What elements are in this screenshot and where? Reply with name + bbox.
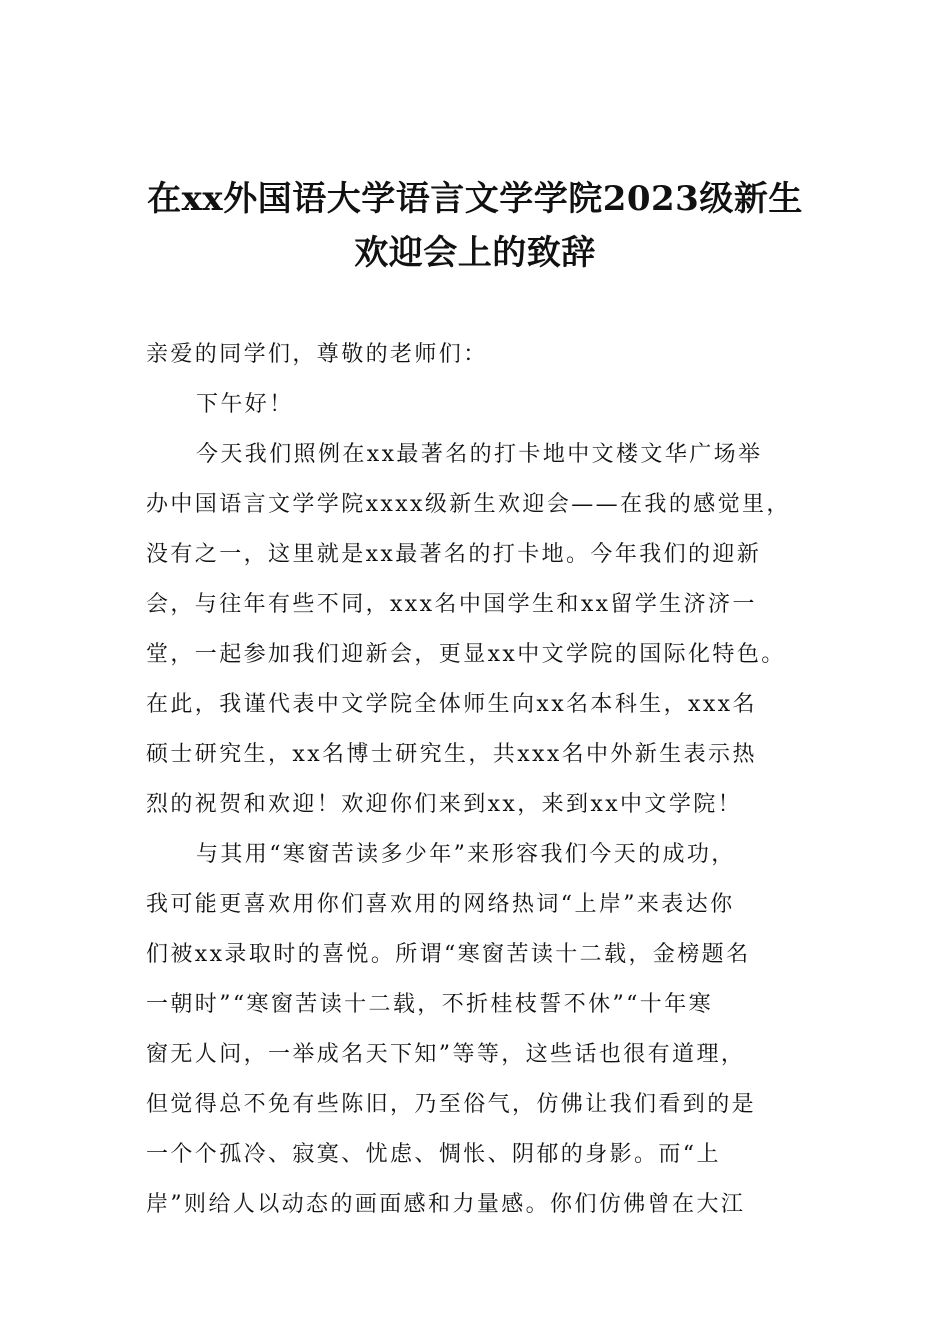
title-line-2: 欢迎会上的致辞: [354, 233, 596, 273]
body-line: 岸”则给人以动态的画面感和力量感。你们仿佛曾在大江: [146, 1192, 746, 1217]
body-line: 与其用“寒窗苦读多少年”来形容我们今天的成功，: [196, 842, 736, 867]
document-body: [146, 330, 806, 1230]
body-line: 亲爱的同学们，尊敬的老师们：: [146, 342, 488, 367]
body-line: 烈的祝贺和欢迎！欢迎你们来到xx，来到xx中文学院！: [146, 792, 743, 817]
body-line: 一个个孤冷、寂寞、忧虑、惆怅、阴郁的身影。而“上: [146, 1142, 721, 1167]
body-line: 堂，一起参加我们迎新会，更显xx中文学院的国际化特色。: [146, 642, 786, 667]
body-line: 下午好！: [196, 392, 294, 417]
body-line: 窗无人问，一举成名天下知”等等，这些话也很有道理，: [146, 1042, 746, 1067]
body-line: 办中国语言文学学院xxxx级新生欢迎会——在我的感觉里，: [146, 492, 791, 517]
body-line: 今天我们照例在xx最著名的打卡地中文楼文华广场举: [196, 442, 763, 467]
document-title: [120, 172, 830, 280]
title-line-1: 在xx外国语大学语言文学学院2023级新生: [147, 179, 803, 219]
body-line: 们被xx录取时的喜悦。所谓“寒窗苦读十二载，金榜题名: [146, 942, 751, 967]
body-line: 没有之一，这里就是xx最著名的打卡地。今年我们的迎新: [146, 542, 762, 567]
body-line: 硕士研究生，xx名博士研究生，共xxx名中外新生表示热: [146, 742, 757, 767]
body-line: 会，与往年有些不同，xxx名中国学生和xx留学生济济一: [146, 592, 757, 617]
body-line: 一朝时”“寒窗苦读十二载，不折桂枝誓不休”“十年寒: [146, 992, 713, 1017]
body-line: 但觉得总不免有些陈旧，乃至俗气，仿佛让我们看到的是: [146, 1092, 757, 1117]
body-line: 在此，我谨代表中文学院全体师生向xx名本科生，xxx名: [146, 692, 757, 717]
body-line: 我可能更喜欢用你们喜欢用的网络热词“上岸”来表达你: [146, 892, 735, 917]
